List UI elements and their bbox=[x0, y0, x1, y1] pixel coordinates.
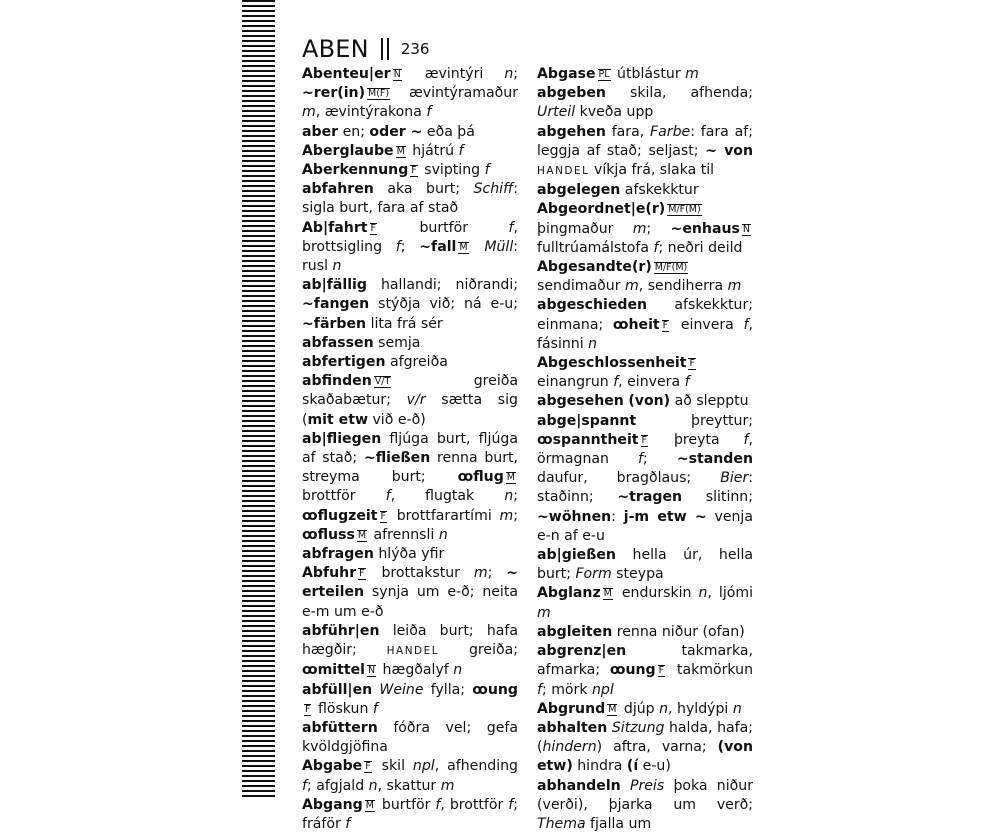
headword: ꝏflugzeit bbox=[302, 507, 378, 524]
definition-text: : rusl bbox=[302, 238, 518, 275]
definition-text: hella úr, hella burt; bbox=[537, 547, 753, 583]
headword: abgeben bbox=[537, 85, 606, 102]
definition-text: , einvera bbox=[618, 374, 685, 391]
headword: (von etw) bbox=[537, 739, 753, 775]
definition-text: , fásinni bbox=[537, 316, 753, 352]
definition-text: brottakstur bbox=[367, 565, 474, 582]
definition-text: renna niður (ofan) bbox=[612, 623, 745, 640]
dictionary-entry bbox=[537, 392, 753, 411]
running-header bbox=[302, 34, 429, 64]
definition-text: afskekktur; einmana; bbox=[537, 297, 753, 333]
italic-label: m bbox=[473, 565, 488, 582]
headword: Abgeschlossenheit bbox=[537, 355, 687, 372]
headword: (von) bbox=[628, 393, 671, 410]
italic-label: n bbox=[438, 526, 448, 543]
headword: abgelegen bbox=[537, 182, 621, 199]
definition-text: ; afgjald bbox=[306, 777, 369, 794]
dictionary-entry bbox=[302, 796, 518, 834]
header-guide-word: ABEN bbox=[302, 35, 369, 63]
italic-label: Sitzung bbox=[607, 719, 665, 736]
dictionary-entry bbox=[537, 123, 753, 182]
grammar-tag: F bbox=[411, 165, 417, 177]
grammar-tag: N bbox=[367, 665, 376, 677]
headword: ~fall bbox=[419, 238, 457, 255]
italic-label: Müll bbox=[470, 238, 514, 255]
definition-text: daufur, bragðlaus; bbox=[537, 470, 721, 487]
grammar-tag: PL bbox=[598, 69, 610, 80]
italic-label: m bbox=[537, 604, 551, 621]
dictionary-entry bbox=[302, 545, 518, 564]
definition-text: en; bbox=[338, 123, 370, 140]
grammar-tag: F bbox=[359, 568, 365, 580]
dictionary-entry bbox=[302, 180, 518, 218]
dictionary-entry bbox=[302, 622, 518, 681]
italic-label: Urteil bbox=[537, 104, 576, 121]
definition-text: þingmaður bbox=[537, 220, 633, 237]
definition-text: steypa bbox=[611, 566, 664, 583]
headword: ꝏflug bbox=[457, 469, 504, 486]
grammar-tag: N bbox=[393, 69, 401, 80]
definition-text: lita frá sér bbox=[366, 315, 443, 332]
italic-label: m bbox=[625, 278, 639, 295]
italic-label: n bbox=[698, 585, 708, 602]
grammar-tag: F bbox=[689, 358, 695, 370]
headword: ~ erteilen bbox=[302, 565, 518, 601]
italic-label: Thema bbox=[537, 815, 586, 832]
dictionary-entry bbox=[302, 353, 518, 372]
italic-label: m bbox=[727, 278, 742, 295]
definition-text: ) aftra, varna; bbox=[596, 739, 718, 756]
italic-label: Form bbox=[575, 566, 612, 583]
definition-text: leiða burt; hafa hægðir; bbox=[302, 622, 518, 659]
grammar-tag: F bbox=[305, 703, 311, 715]
definition-text: slitinn; bbox=[682, 489, 753, 506]
definition-text: ; bbox=[513, 488, 518, 505]
grammar-tag: M bbox=[506, 472, 515, 484]
italic-label: f bbox=[426, 104, 432, 121]
grammar-tag: M bbox=[608, 703, 617, 715]
italic-label: f bbox=[484, 162, 490, 179]
headword: abhalten bbox=[537, 719, 608, 736]
headword: Abgrund bbox=[537, 700, 606, 717]
definition-text: þreyttur; bbox=[636, 412, 753, 429]
headword: ab|fällig bbox=[302, 277, 367, 294]
definition-text: þoka niður (verði), þjarka um verð; bbox=[537, 777, 754, 813]
grammar-tag: F bbox=[658, 665, 665, 677]
definition-text: hlýða yfir bbox=[373, 546, 445, 563]
headword: ab|gießen bbox=[537, 547, 616, 564]
dictionary-entry bbox=[537, 181, 753, 200]
definition-text: fjalla um bbox=[585, 815, 652, 832]
definition-text: ; neðri deild bbox=[658, 239, 743, 256]
definition-text: ; bbox=[643, 451, 677, 468]
definition-text: ; bbox=[646, 220, 671, 237]
definition-text: kveða upp bbox=[575, 104, 654, 121]
headword: ꝏmittel bbox=[302, 662, 365, 679]
italic-label: m bbox=[632, 220, 647, 237]
headword: abgehen bbox=[537, 123, 606, 140]
left-column bbox=[302, 65, 518, 834]
headword: abfinden bbox=[302, 373, 372, 390]
headword: Abgeordnet|e(r) bbox=[537, 201, 666, 218]
definition-text: venja e-n af e-u bbox=[537, 508, 753, 544]
definition-text: fylla; bbox=[423, 681, 473, 698]
grammar-tag: F bbox=[365, 761, 371, 773]
definition-text: við e-ð) bbox=[367, 411, 426, 428]
dictionary-entry bbox=[537, 412, 753, 546]
dictionary-entry bbox=[302, 65, 518, 123]
italic-label: Schiff bbox=[473, 181, 514, 198]
definition-text: útblástur bbox=[612, 66, 686, 82]
headword: mit etw bbox=[307, 411, 368, 428]
definition-text: synja um e-ð; neita e-m um e-ð bbox=[302, 584, 518, 620]
headword: Aberglaube bbox=[302, 142, 394, 159]
definition-text: þreyta bbox=[650, 431, 744, 448]
definition-text: skila, afhenda; bbox=[605, 85, 753, 102]
italic-label: f bbox=[613, 374, 619, 391]
grammar-tag: F bbox=[370, 222, 376, 234]
definition-text: einvera bbox=[671, 316, 744, 333]
definition-text: brottfarartími bbox=[388, 507, 500, 524]
definition-text: e-u) bbox=[638, 758, 671, 775]
italic-label: Weine bbox=[372, 681, 424, 698]
headword: ~ von bbox=[705, 142, 753, 159]
headword: Abenteu|er bbox=[302, 66, 391, 82]
definition-text: : fara af; leggja af stað; seljast; bbox=[537, 123, 753, 159]
definition-text: að slepptu bbox=[670, 393, 749, 410]
italic-label: Preis bbox=[620, 777, 665, 794]
definition-text: takmarka, afmarka; bbox=[537, 643, 753, 679]
definition-text: , flugtak bbox=[390, 488, 505, 505]
definition-text: greiða; bbox=[439, 642, 518, 659]
headword: abge|spannt bbox=[537, 412, 637, 429]
definition-text: , brottför bbox=[440, 796, 509, 813]
definition-text: djúp bbox=[619, 700, 660, 717]
definition-text: afrennsli bbox=[369, 526, 439, 543]
headword: abgrenz|en bbox=[537, 643, 627, 660]
definition-text: ; bbox=[513, 66, 518, 82]
definition-text: renna burt, streyma burt; bbox=[302, 450, 519, 486]
italic-label: n bbox=[368, 777, 378, 794]
italic-label: f bbox=[345, 815, 351, 832]
definition-text: fóðra vel; gefa kvöldgjöfina bbox=[302, 719, 518, 756]
definition-text: : bbox=[611, 508, 624, 525]
headword: Abgase bbox=[537, 66, 596, 82]
grammar-tag: M bbox=[603, 588, 612, 600]
definition-text: : sigla burt, fara af stað bbox=[302, 181, 518, 217]
headword: ꝏfluss bbox=[302, 526, 355, 543]
headword: ꝏung bbox=[472, 681, 519, 698]
definition-text: stýðja við; ná e-u; bbox=[369, 296, 518, 313]
dictionary-entry bbox=[537, 354, 753, 392]
italic-label: f bbox=[638, 451, 644, 468]
grammar-tag: F bbox=[662, 319, 669, 331]
headword: ab|fliegen bbox=[302, 430, 382, 447]
definition-text: : staðinn; bbox=[537, 470, 753, 506]
grammar-tag: M(F) bbox=[368, 88, 390, 100]
dictionary-entry bbox=[537, 700, 753, 719]
italic-label: f bbox=[458, 142, 464, 159]
definition-text: , ævintýrakona bbox=[315, 104, 427, 121]
italic-label: f bbox=[653, 239, 659, 256]
dictionary-entry bbox=[537, 642, 753, 700]
grammar-tag: F bbox=[380, 510, 386, 522]
dictionary-entry bbox=[302, 372, 518, 430]
definition-text: aka burt; bbox=[373, 181, 474, 198]
grammar-tag: M bbox=[459, 241, 468, 253]
definition-text: , skattur bbox=[377, 777, 441, 794]
italic-label: f bbox=[302, 777, 307, 794]
grammar-tag: F bbox=[641, 434, 648, 446]
dictionary-entry bbox=[302, 123, 518, 142]
definition-text: greiða skaðabætur; bbox=[302, 373, 518, 409]
definition-text: , ljómi bbox=[707, 585, 754, 602]
italic-label: f bbox=[743, 316, 749, 333]
dictionary-entry bbox=[302, 757, 518, 795]
definition-text: hægðalyf bbox=[378, 662, 454, 679]
definition-text: afskekktur bbox=[620, 182, 699, 199]
headword: ~enhaus bbox=[670, 220, 740, 237]
definition-text: hindra bbox=[572, 758, 627, 775]
definition-text: skil bbox=[373, 758, 413, 775]
headword: ꝏung bbox=[609, 662, 656, 679]
dictionary-entry bbox=[302, 142, 518, 161]
definition-text: eða þá bbox=[422, 123, 475, 140]
headword: ~tragen bbox=[617, 489, 683, 506]
dictionary-entry bbox=[302, 564, 518, 622]
italic-label: f bbox=[537, 681, 542, 698]
definition-text: semja bbox=[373, 334, 421, 351]
dictionary-entry bbox=[302, 334, 518, 353]
headword: abgleiten bbox=[537, 623, 613, 640]
grammar-tag: M/F(M) bbox=[668, 204, 701, 216]
dictionary-entry bbox=[302, 219, 518, 277]
dictionary-entry bbox=[537, 296, 753, 354]
italic-label: f bbox=[684, 374, 690, 391]
definition-text: hallandi; niðrandi; bbox=[366, 277, 518, 294]
definition-text: takmörkun bbox=[667, 662, 753, 679]
definition-text: fara, bbox=[605, 123, 651, 140]
grammar-tag: M bbox=[396, 145, 405, 157]
definition-text: , sendiherra bbox=[638, 278, 728, 295]
grammar-tag: M bbox=[365, 799, 374, 811]
definition-text: fljúga burt, fljúga af stað; bbox=[302, 430, 518, 467]
definition-text: ; bbox=[487, 565, 507, 582]
headword: Abgang bbox=[302, 796, 363, 813]
italic-label: v/r bbox=[406, 392, 426, 409]
definition-text: , brottsigling bbox=[302, 219, 518, 255]
definition-text: endurskin bbox=[614, 585, 699, 602]
page-number: 236 bbox=[400, 40, 430, 58]
italic-label: n bbox=[332, 258, 342, 275]
definition-text: sætta sig ( bbox=[302, 392, 518, 428]
headword: Ab|fahrt bbox=[302, 219, 368, 236]
definition-text: hjátrú bbox=[407, 142, 459, 159]
header-separator bbox=[381, 38, 389, 60]
headword: abfassen bbox=[302, 334, 374, 351]
page-edge-thumb-index bbox=[242, 0, 275, 800]
definition-text: ævintýri bbox=[403, 66, 505, 82]
italic-label: npl bbox=[412, 758, 435, 775]
italic-label: hindern bbox=[542, 739, 597, 756]
headword: ~fangen bbox=[302, 296, 370, 313]
definition-text: , hyldýpi bbox=[668, 700, 733, 717]
italic-label: n bbox=[504, 66, 514, 82]
headword: abfertigen bbox=[302, 354, 386, 371]
italic-label: n bbox=[732, 700, 742, 717]
italic-label: f bbox=[508, 796, 514, 813]
dictionary-entry bbox=[537, 65, 753, 84]
definition-text: flöskun bbox=[313, 700, 373, 717]
headword: abgeschieden bbox=[537, 297, 648, 314]
definition-text: víkja frá, slaka til bbox=[589, 162, 715, 179]
definition-text: fulltrúamálstofa bbox=[537, 239, 654, 256]
dictionary-entry bbox=[537, 719, 753, 777]
grammar-tag: N bbox=[742, 223, 751, 235]
dictionary-entry bbox=[302, 681, 518, 719]
definition-text: , örmagnan bbox=[537, 431, 753, 468]
headword: abfüll|en bbox=[302, 681, 373, 698]
dictionary-entry bbox=[537, 623, 753, 642]
headword: abhandeln bbox=[537, 777, 621, 794]
dictionary-entry bbox=[537, 200, 753, 258]
headword: aber bbox=[302, 123, 339, 140]
definition-text: sendimaður bbox=[537, 278, 626, 295]
italic-label: Farbe bbox=[650, 123, 691, 140]
dictionary-entry bbox=[302, 276, 518, 334]
grammar-tag: M bbox=[357, 529, 367, 541]
headword: (í bbox=[626, 758, 639, 775]
definition-text: einangrun bbox=[537, 374, 614, 391]
definition-text: svipting bbox=[419, 162, 485, 179]
italic-label: n bbox=[659, 700, 669, 717]
definition-text: brottför bbox=[302, 488, 386, 505]
headword: ~fließen bbox=[363, 450, 431, 467]
definition-text: ; mörk bbox=[541, 681, 592, 698]
headword: Abglanz bbox=[537, 585, 601, 602]
italic-label: f bbox=[435, 796, 441, 813]
headword: abfahren bbox=[302, 181, 374, 198]
italic-label: m bbox=[685, 66, 699, 82]
headword: ~färben bbox=[302, 315, 367, 332]
definition-text: ævintýramaður bbox=[392, 85, 518, 102]
dictionary-entry bbox=[302, 430, 518, 545]
definition-text: afgreiða bbox=[385, 354, 448, 371]
headword: Abgesandte(r) bbox=[537, 259, 652, 276]
definition-text: ; fráför bbox=[302, 796, 518, 832]
headword: abführ|en bbox=[302, 622, 380, 639]
italic-label: f bbox=[395, 238, 401, 255]
headword: ꝏheit bbox=[612, 316, 660, 333]
italic-label: n bbox=[453, 662, 463, 679]
italic-label: m bbox=[499, 507, 514, 524]
headword: ꝏspanntheit bbox=[537, 431, 639, 448]
italic-label: f bbox=[743, 431, 749, 448]
dictionary-entry bbox=[302, 161, 518, 180]
italic-label: npl bbox=[592, 681, 614, 698]
headword: ~standen bbox=[676, 451, 753, 468]
definition-text: , afhending bbox=[434, 758, 519, 775]
headword: Abfuhr bbox=[302, 565, 357, 582]
grammar-tag: V/T bbox=[374, 376, 391, 388]
field-label: HANDEL bbox=[386, 645, 440, 658]
italic-label: n bbox=[588, 335, 598, 352]
italic-label: f bbox=[508, 219, 514, 236]
headword: j-m etw ~ bbox=[623, 508, 707, 525]
headword: ~rer(in) bbox=[302, 85, 366, 102]
headword: ~wöhnen bbox=[537, 508, 612, 525]
dictionary-entry bbox=[537, 546, 753, 584]
dictionary-entry bbox=[537, 84, 753, 122]
field-label: HANDEL bbox=[537, 165, 590, 178]
definition-text: burtför bbox=[376, 796, 436, 813]
definition-text: ; bbox=[400, 238, 420, 255]
headword: abfüttern bbox=[302, 719, 378, 736]
italic-label: m bbox=[440, 777, 455, 794]
italic-label: f bbox=[372, 700, 378, 717]
definition-text: halda, hafa; ( bbox=[537, 719, 753, 756]
italic-label: f bbox=[385, 488, 391, 505]
italic-label: n bbox=[504, 488, 514, 505]
headword: abgesehen bbox=[537, 393, 624, 410]
headword: Aberkennung bbox=[302, 162, 409, 179]
dictionary-entry bbox=[537, 584, 753, 622]
headword: oder ~ bbox=[369, 123, 423, 140]
definition-text: ; bbox=[513, 507, 518, 524]
headword: Abgabe bbox=[302, 758, 363, 775]
italic-label: m bbox=[302, 104, 316, 121]
dictionary-entry bbox=[302, 719, 518, 757]
headword: abfragen bbox=[302, 546, 374, 563]
definition-text: burtför bbox=[378, 219, 509, 236]
grammar-tag: M/F(M) bbox=[654, 262, 688, 274]
italic-label: Bier bbox=[720, 470, 749, 487]
right-column bbox=[537, 65, 753, 834]
dictionary-entry bbox=[537, 777, 753, 834]
dictionary-entry bbox=[537, 258, 753, 296]
